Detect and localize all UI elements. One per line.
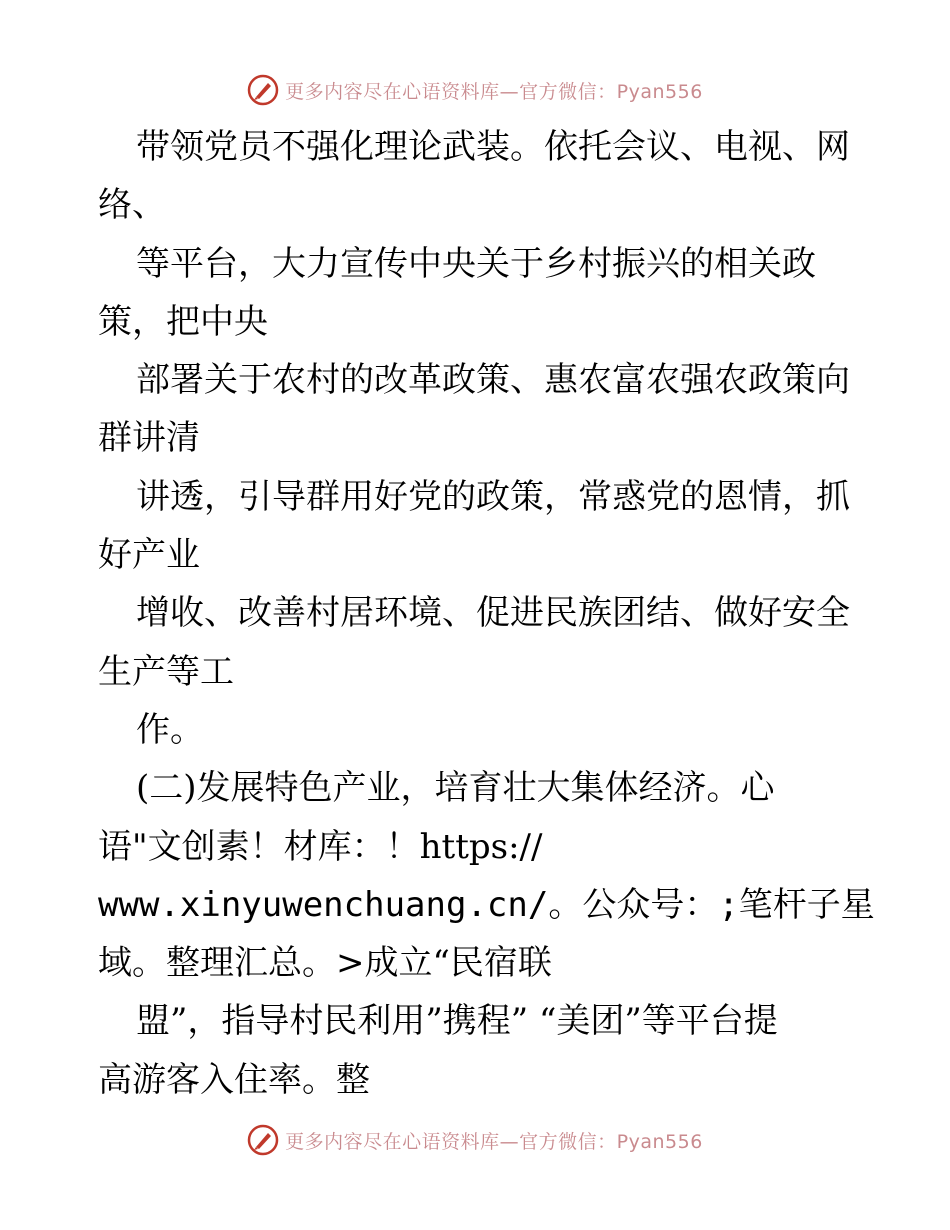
text-line: 群讲清 [98, 418, 200, 459]
text-line: 带领党员不强化理论武装。依托会议、电视、网 [136, 127, 850, 167]
text-line: 络、 [98, 185, 166, 226]
header-watermark-text: 更多内容尽在心语资料库—官方微信：Pyan556 [285, 80, 703, 103]
text-line: 等平台，大力宣传中央关于乡村振兴的相关政 [136, 243, 816, 284]
text-line: 部署关于农村的改革政策、惠农富农强农政策向 [136, 360, 850, 401]
pen-nib-logo-icon [247, 1124, 279, 1156]
url-text-line: www.xinyuwenchuang.cn/。公众号：;笔杆子星 [98, 884, 875, 925]
text-line: 语"文创素！材库：！https:// [98, 826, 543, 867]
document-body [98, 118, 875, 1109]
text-line: 策，把中央 [98, 301, 268, 342]
text-line: 域。整理汇总。>成立“民宿联 [98, 943, 552, 984]
text-line: 作。 [136, 709, 204, 750]
header-watermark-banner [0, 68, 950, 112]
text-line: 好产业 [98, 535, 200, 576]
section-heading-line: (二)发展特色产业，培育壮大集体经济。心 [136, 768, 775, 809]
footer-watermark-banner [0, 1118, 950, 1162]
text-line: 讲透，引导群用好党的政策，常惑党的恩情，抓 [136, 476, 850, 517]
footer-watermark-text: 更多内容尽在心语资料库—官方微信：Pyan556 [285, 1130, 703, 1153]
text-line: 盟”，指导村民利用”携程” “美团”等平台提 [136, 1001, 778, 1042]
text-line: 高游客入住率。整 [98, 1059, 370, 1100]
text-line: 增收、改善村居环境、促进民族团结、做好安全 [136, 593, 850, 634]
text-line: 生产等工 [98, 651, 234, 692]
pen-nib-logo-icon [247, 74, 279, 106]
